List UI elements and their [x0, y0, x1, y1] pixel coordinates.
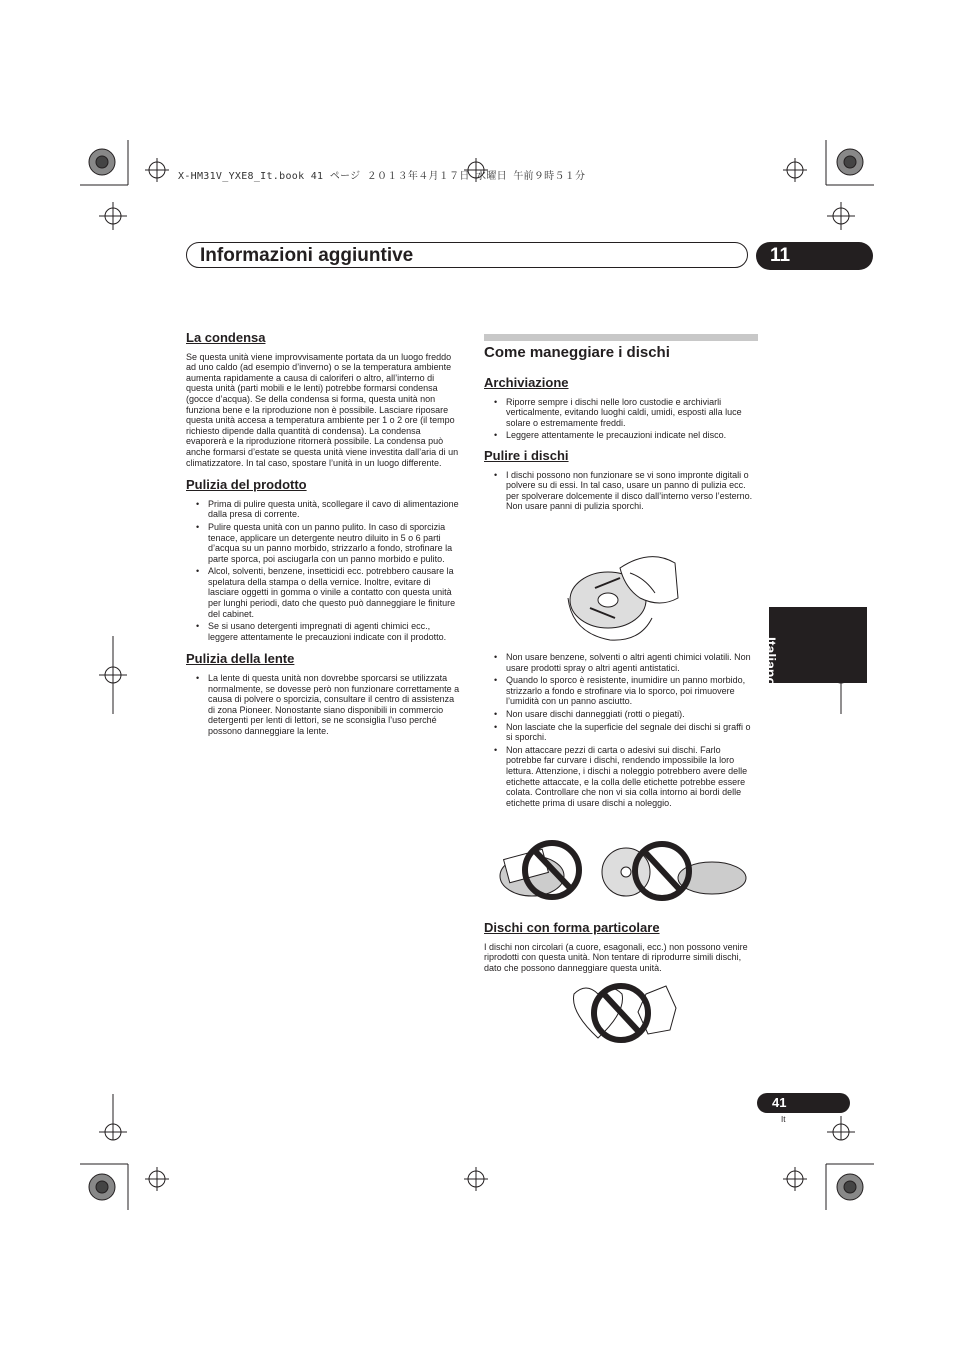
list-item: • La lente di questa unità non dovrebbe sporcarsi se utilizzata normalmente, se dovesse però non funzionare correttamente a causa di polvere o sporcizia, consultare il centro di assistenza di zona Pioneer. Nonostante siano disponibili in commercio detergenti per lenti di lettori, se ne sconsiglia l’uso perché possono danneggiare la lente.	[186, 673, 461, 737]
list-item: • Alcol, solventi, benzene, insetticidi ecc. potrebbero causare la spelatura della stampa o della vernice. Inoltre, evitare di lasciare oggetti in gomma o vinile a contatto con questa unità per lunghi periodi, dato che questo può danneggiare le finiture del cabinet.	[186, 566, 461, 619]
section-heading: Come maneggiare i dischi	[484, 344, 670, 361]
section-title-forma: Dischi con forma particolare	[484, 920, 660, 935]
page-number: 41	[772, 1095, 787, 1110]
section-title-pulire: Pulire i dischi	[484, 447, 569, 463]
disc-cleaning-illustration	[560, 548, 680, 648]
list-item: • Non attaccare pezzi di carta o adesivi sui dischi. Farlo potrebbe far curvare i dischi, rendendo impossibile la loro lettura. Attenzione, i dischi a noleggio potrebbero avere delle etichette attaccate, e la colla delle etichette potrebbe essere colata. Controllare che non vi sia colla intorno ai bordi delle etichette prima di usare dischi a noleggio.	[484, 745, 758, 809]
page-language: It	[781, 1115, 786, 1124]
section-title-pulizia-lente: Pulizia della lente	[186, 651, 295, 667]
page-number-pill	[757, 1093, 850, 1113]
section-title-pulizia-prodotto: Pulizia del prodotto	[186, 477, 307, 493]
shaped-discs-illustration	[566, 982, 678, 1044]
page-title: Informazioni aggiuntive	[200, 245, 414, 266]
list-item: • Quando lo sporco è resistente, inumidire un panno morbido, strizzarlo a fondo e strofinare via lo sporco, poi rimuovere l’umidità con un panno asciutto.	[484, 675, 758, 707]
section-rule	[484, 334, 758, 341]
list-item: • Non usare dischi danneggiati (rotti o piegati).	[484, 709, 758, 720]
right-column-mid	[484, 652, 758, 810]
pulizia-prodotto-list	[186, 499, 461, 643]
prohibited-discs-illustration	[494, 840, 754, 902]
list-item: • Prima di pulire questa unità, scollegare il cavo di alimentazione dalla presa di corrente.	[186, 499, 461, 520]
list-item: • Leggere attentamente le precauzioni indicate nel disco.	[484, 430, 758, 441]
section-title-archiviazione: Archiviazione	[484, 375, 569, 390]
condensa-text: Se questa unità viene improvvisamente portata da un luogo freddo ad uno caldo (ad esempio d’inverno) o se la temperatura ambiente aumenta rapidamente a causa di caloriferi o altro, all’interno di questa unità (parti mobili e le lenti) potrebbe formarsi condensa (gocce d’acqua). Se della condensa si forma, questa unità non funziona bene e la riproduzione non è possibile. Lasciare riposare questa unità accesa a temperatura ambiente per 1 o 2 ore (il tempo richiesto dipende dalla quantità di condensa). La condensa evaporerà e la riproduzione ritornerà possibile. La condensa può anche formarsi d’estate se questa unità viene investita dall’aria di un climatizzatore. In tal caso, spostare l’unità in un luogo differente.	[186, 351, 459, 468]
language-tab-label: Italiano	[763, 637, 779, 687]
archiviazione-list	[484, 397, 758, 441]
chapter-number: 11	[770, 245, 791, 266]
print-info-line: X-HM31V_YXE8_It.book 41 ページ ２０１３年４月１７日 水曜日 午前９時５１分	[178, 171, 586, 182]
forma-text: I dischi non circolari (a cuore, esagonali, ecc.) non possono venire riprodotti con questa unità. Non tentare di riprodurre simili dischi, dato che possono danneggiare questa unità.	[484, 941, 748, 973]
pulire-list-2	[484, 652, 758, 808]
list-item: • Se si usano detergenti impregnati di agenti chimici ecc., leggere attentamente le precauzioni indicate con il prodotto.	[186, 621, 461, 642]
right-column-bottom	[484, 920, 758, 973]
left-column	[186, 330, 461, 739]
pulire-list	[484, 470, 758, 512]
list-item: • Non lasciate che la superficie del segnale dei dischi si graffi o si sporchi.	[484, 722, 758, 743]
pulizia-lente-list	[186, 673, 461, 737]
section-title-condensa: La condensa	[186, 330, 266, 345]
list-item: • Non usare benzene, solventi o altri agenti chimici volatili. Non usare prodotti spray o altri agenti antistatici.	[484, 652, 758, 673]
right-column-top	[484, 375, 758, 514]
language-tab	[769, 607, 867, 683]
list-item: • Riporre sempre i dischi nelle loro custodie e archiviarli verticalmente, evitando luoghi caldi, umidi, esposti alla luce solare o estremamente freddi.	[484, 397, 758, 429]
list-item: • Pulire questa unità con un panno pulito. In caso di sporcizia tenace, applicare un detergente neutro diluito in 5 o 6 parti d’acqua su un panno morbido, strizzarlo a fondo, strofinare la parte sporca, poi asciugarla con un panno morbido e pulito.	[186, 522, 461, 564]
list-item: • I dischi possono non funzionare se vi sono impronte digitali o polvere su di essi. In tal caso, usare un panno di pulizia ecc. per spolverare dolcemente il disco dall’interno verso l’esterno. Non usare panni di pulizia sporchi.	[484, 470, 758, 512]
